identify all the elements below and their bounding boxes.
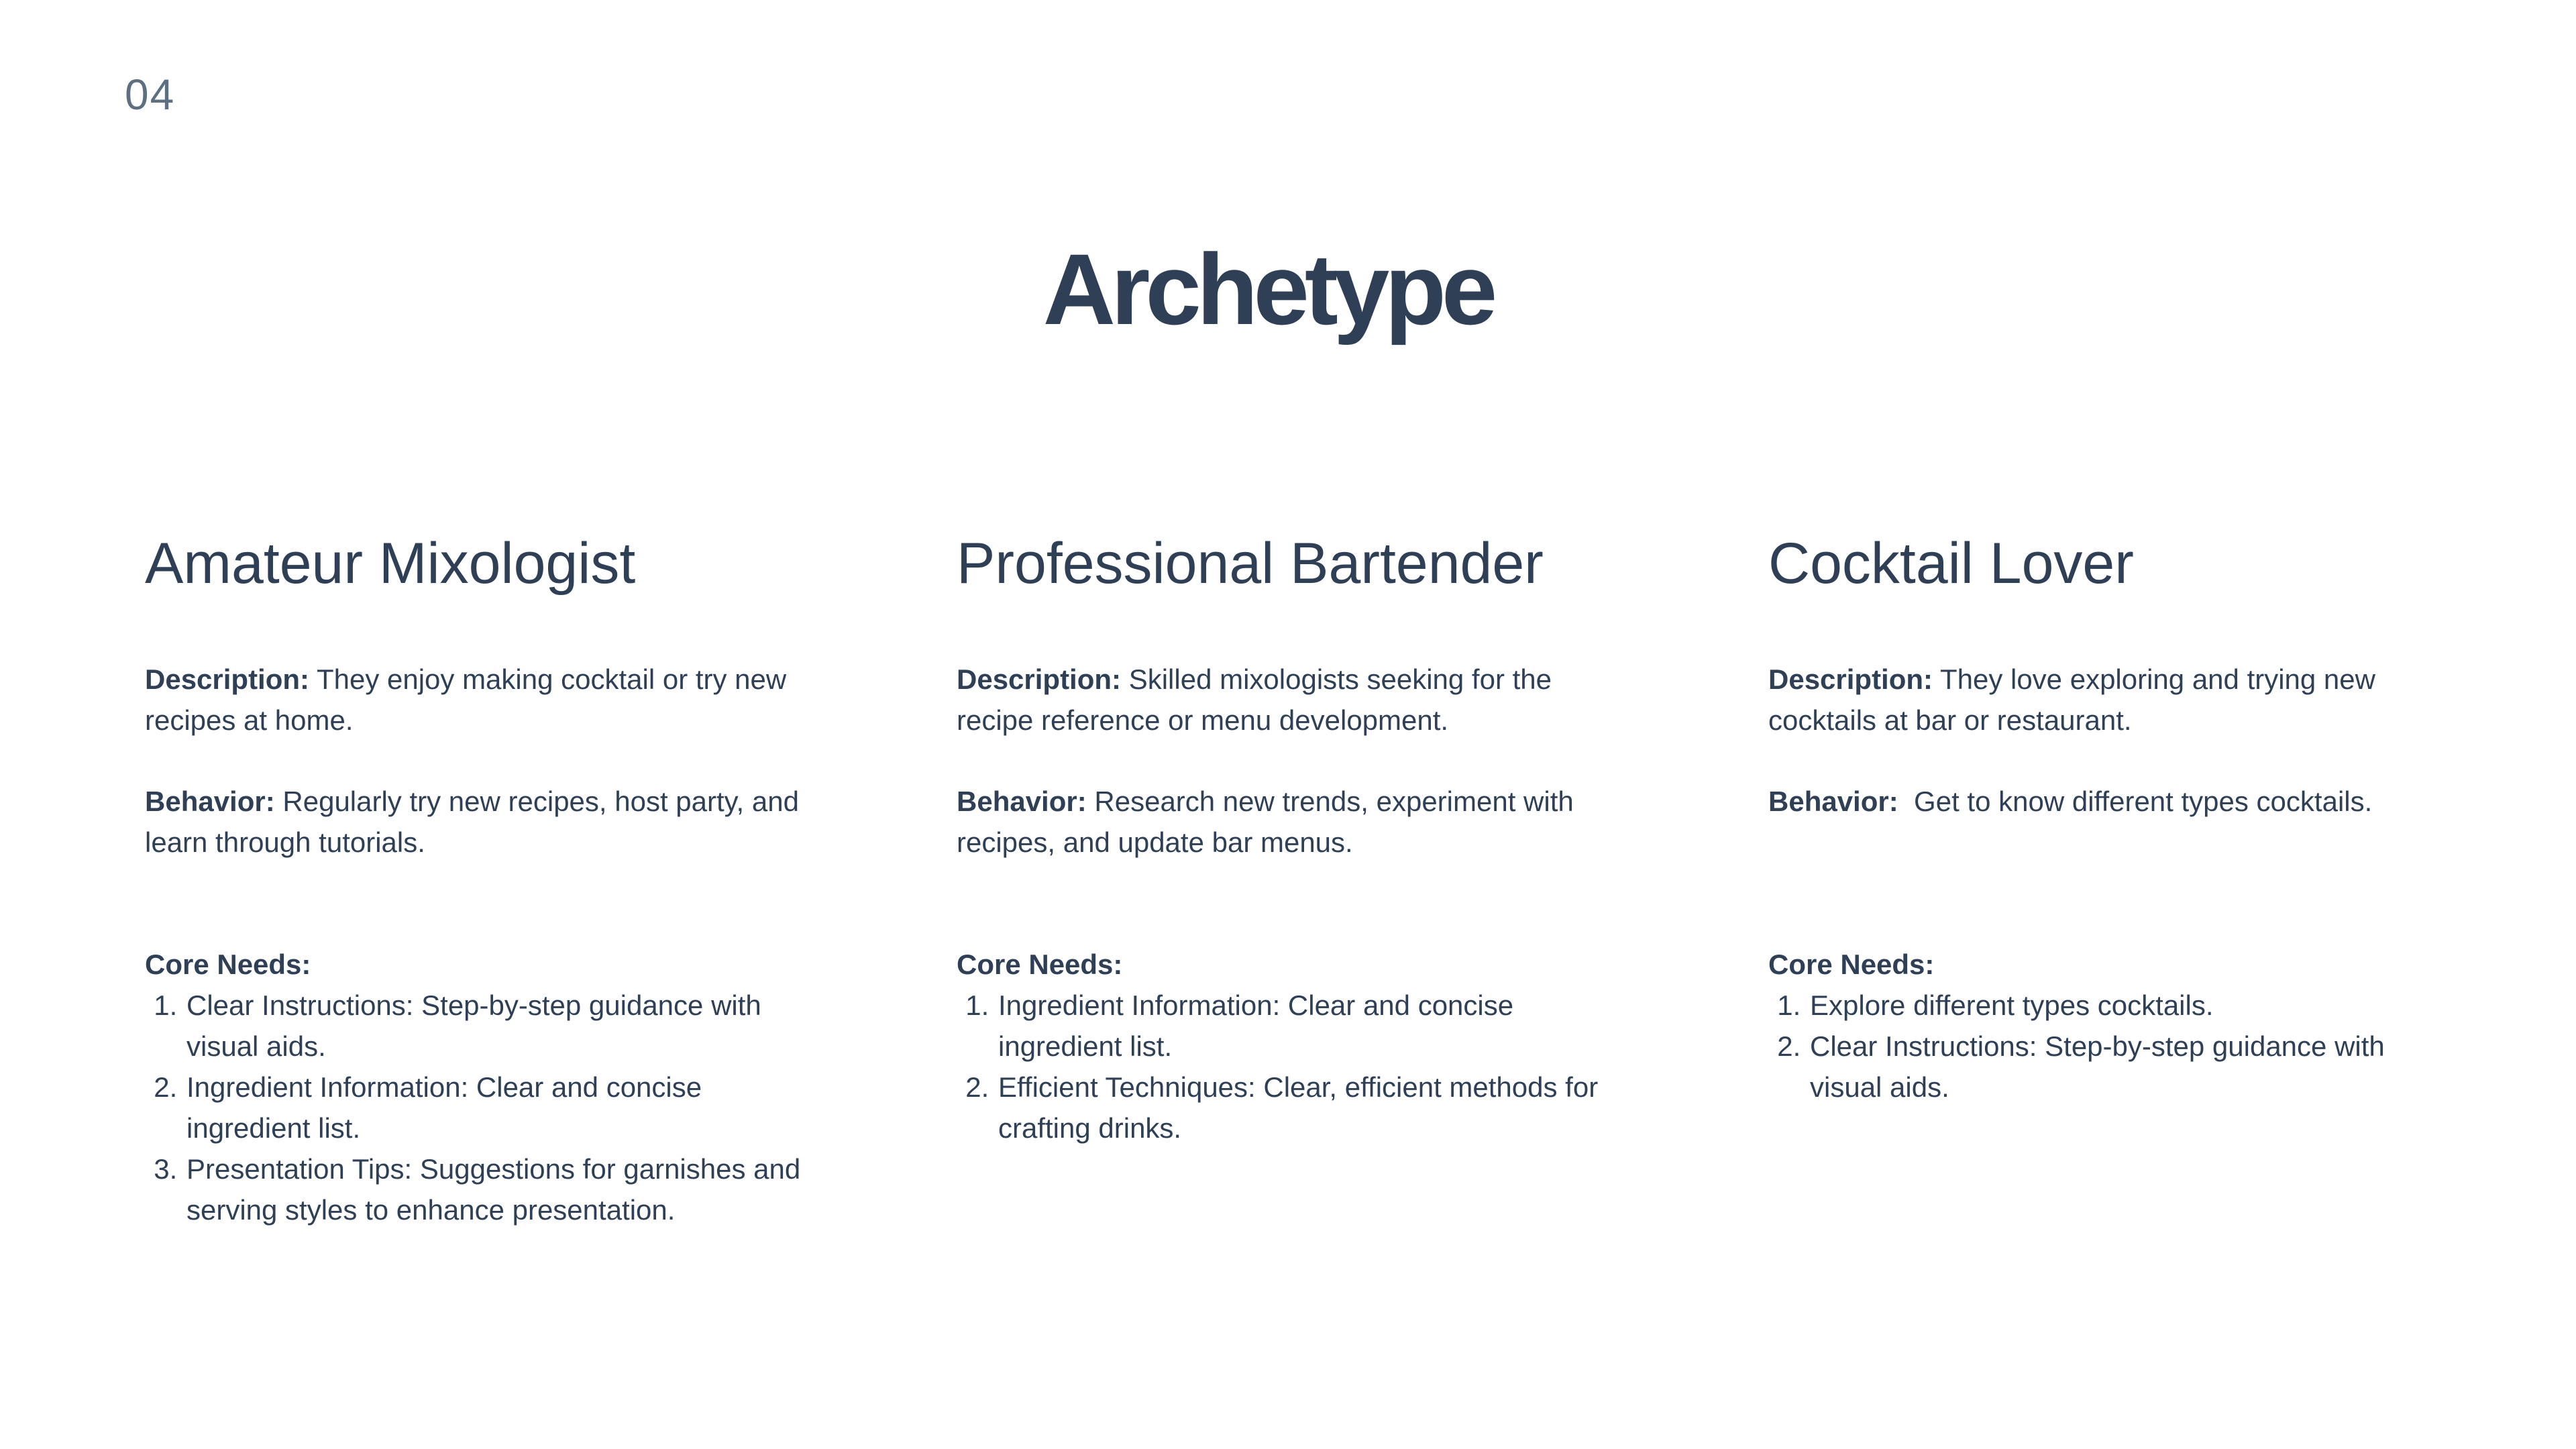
description-paragraph <box>957 659 1634 741</box>
core-need-item: 2. Clear Instructions: Step-by-step guidance with visual aids. <box>1809 1026 2446 1108</box>
behavior-paragraph <box>145 781 822 863</box>
description-label: Description: <box>1768 663 1933 695</box>
core-need-item: 1. Ingredient Information: Clear and concise ingredient list. <box>997 985 1634 1067</box>
archetype-heading: Cocktail Lover <box>1768 531 2134 596</box>
description-paragraph <box>1768 659 2446 741</box>
core-needs <box>957 944 1634 1148</box>
archetype-heading: Professional Bartender <box>957 531 1544 596</box>
behavior-text: Regularly try new recipes, host party, and learn through tutorials. <box>145 786 799 858</box>
behavior-label: Behavior: <box>1768 786 1898 817</box>
core-need-item: 2. Efficient Techniques: Clear, efficient methods for crafting drinks. <box>997 1067 1634 1148</box>
archetype-heading: Amateur Mixologist <box>145 531 636 596</box>
core-need-item: 2. Ingredient Information: Clear and concise ingredient list. <box>185 1067 822 1148</box>
core-needs-label: Core Needs: <box>957 949 1123 980</box>
core-needs-label: Core Needs: <box>145 949 311 980</box>
description-paragraph <box>145 659 822 741</box>
description-text: They love exploring and trying new cocktails at bar or restaurant. <box>1768 663 2375 736</box>
core-needs-list <box>145 985 822 1230</box>
core-needs <box>1768 944 2446 1108</box>
core-needs-list <box>957 985 1634 1148</box>
description-label: Description: <box>957 663 1122 695</box>
core-need-item: 1. Clear Instructions: Step-by-step guidance with visual aids. <box>185 985 822 1067</box>
behavior-label: Behavior: <box>957 786 1087 817</box>
archetype-column-amateur <box>145 530 822 1226</box>
core-need-item: 1. Explore different types cocktails. <box>1809 985 2446 1026</box>
archetype-column-cocktail-lover <box>1768 530 2446 1103</box>
core-need-item: 3. Presentation Tips: Suggestions for garnishes and serving styles to enhance presentation. <box>185 1148 822 1230</box>
archetype-column-bartender <box>957 530 1634 1144</box>
behavior-text: Research new trends, experiment with recipes, and update bar menus. <box>957 786 1574 858</box>
core-needs-list <box>1768 985 2446 1108</box>
description-label: Description: <box>145 663 310 695</box>
description-text: They enjoy making cocktail or try new recipes at home. <box>145 663 787 736</box>
description-text: Skilled mixologists seeking for the recipe reference or menu development. <box>957 663 1552 736</box>
behavior-paragraph <box>1768 781 2446 822</box>
behavior-text: Get to know different types cocktails. <box>1906 786 2373 817</box>
slide-number: 04 <box>125 70 176 119</box>
slide-title: Archetype <box>1042 233 1493 345</box>
core-needs-label: Core Needs: <box>1768 949 1935 980</box>
core-needs <box>145 944 822 1230</box>
behavior-label: Behavior: <box>145 786 275 817</box>
behavior-paragraph <box>957 781 1634 863</box>
